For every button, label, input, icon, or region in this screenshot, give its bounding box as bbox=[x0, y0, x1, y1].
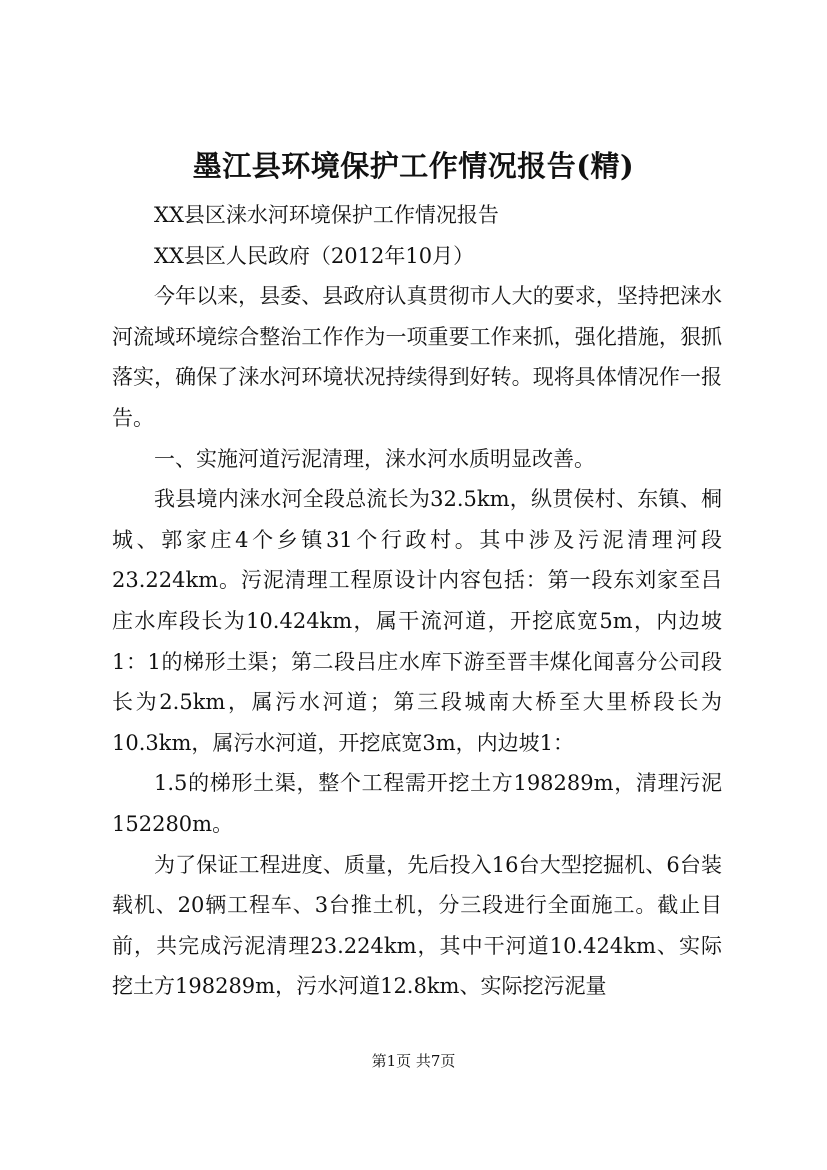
subtitle-paragraph: XX县区涞水河环境保护工作情况报告 bbox=[154, 203, 499, 227]
document-title: 墨江县环境保护工作情况报告(精) bbox=[192, 149, 635, 183]
section-heading-1: 一、实施河道污泥清理，涞水河水质明显改善。 bbox=[154, 446, 595, 471]
page-number-footer: 第1页 共7页 bbox=[371, 1052, 456, 1070]
intro-paragraph: 今年以来，县委、县政府认真贯彻市人大的要求，坚持把涞水河流域环境综合整治工作作为一项重要工作来抓，强化措施，狠抓落实，确保了涞水河环境状况持续得到好转。现将具体情况作一报告。 bbox=[112, 284, 722, 430]
body-paragraph: 为了保证工程进度、质量，先后投入16台大型挖掘机、6台装载机、20辆工程车、3台推土机，分三段进行全面施工。截止目前，共完成污泥清理23.224km，其中干河道10.424km、实际挖土方198289m，污水河道12.8km、实际挖污泥量 bbox=[112, 852, 722, 999]
document-body bbox=[112, 195, 722, 1007]
body-paragraph: 1.5的梯形土渠，整个工程需开挖土方198289m，清理污泥152280m。 bbox=[112, 771, 722, 836]
body-paragraph: 我县境内涞水河全段总流长为32.5km，纵贯侯村、东镇、桐城、郭家庄4个乡镇31个行政村。其中涉及污泥清理河段23.224km。污泥清理工程原设计内容包括：第一段东刘家至吕庄水库段长为10.424km，属干流河道，开挖底宽5m，内边坡1：1的梯形土渠；第二段吕庄水库下游至晋丰煤化闻喜分公司段长为2.5km，属污水河道；第三段城南大桥至大里桥段长为10.3km，属污水河道，开挖底宽3m，内边坡1： bbox=[112, 487, 722, 755]
issuer-date-paragraph: XX县区人民政府（2012年10月） bbox=[154, 243, 475, 268]
